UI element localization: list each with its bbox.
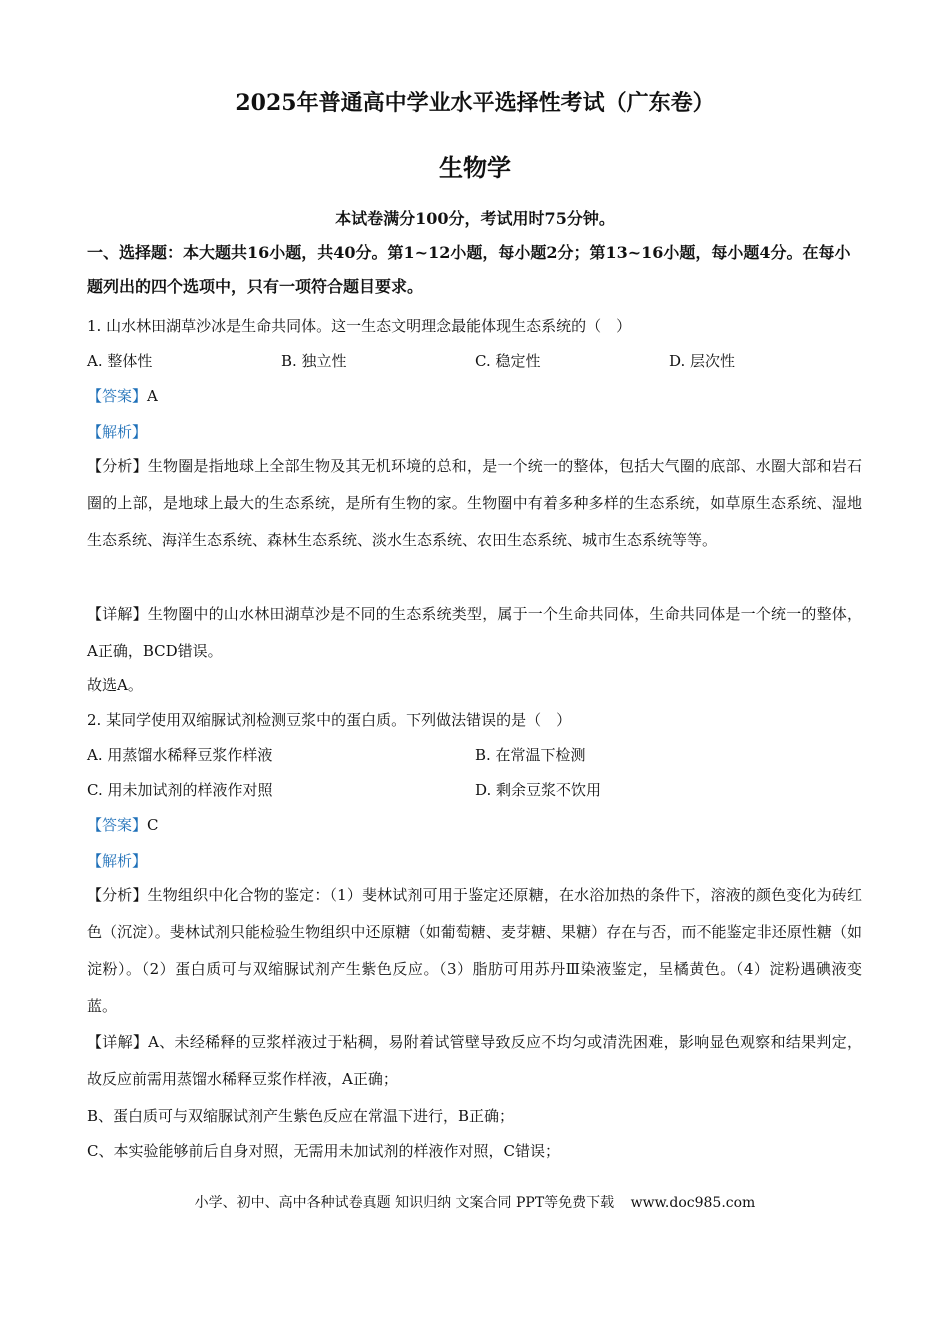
xiangjie-text: 生物圈中的山水林田湖草沙是不同的生态系统类型，属于一个生命共同体，生命共同体是一个统一的整体，A正确，BCD错误。 [87, 605, 862, 660]
xiangjie-text: A、未经稀释的豆浆样液过于粘稠，易附着试管壁导致反应不均匀或清洗困难，影响显色观察和结果判定，故反应前需用蒸馏水稀释豆浆作样液，A正确； [87, 1033, 862, 1088]
fenxi-text: 生物组织中化合物的鉴定：（1）斐林试剂可用于鉴定还原糖，在水浴加热的条件下，溶液的颜色变化为砖红色（沉淀）。斐林试剂只能检验生物组织中还原糖（如葡萄糖、麦芽糖、果糖）存在与否，而不能鉴定非还原性糖（如淀粉）。（2）蛋白质可与双缩脲试剂产生紫色反应。（3）脂肪可用苏丹Ⅲ染液鉴定，呈橘黄色。（4）淀粉遇碘液变蓝。 [87, 886, 862, 1015]
q2-analysis-tag: 【解析】 [87, 852, 148, 870]
q1-option-a: A. 整体性 [87, 352, 153, 370]
fenxi-tag: 【分析】 [87, 886, 148, 904]
subject-title: 生物学 [439, 153, 511, 182]
answer-tag: 【答案】 [87, 387, 148, 405]
q1-conclusion: 故选A。 [87, 676, 143, 694]
q2-line-c: C、本实验能够前后自身对照，无需用未加试剂的样液作对照，C错误； [87, 1142, 560, 1160]
section-heading: 一、选择题：本大题共16小题，共40分。第1~12小题，每小题2分；第13~16小题，每小题4分。在每小题列出的四个选项中，只有一项符合题目要求。 [87, 243, 851, 296]
q1-stem: 1. 山水林田湖草沙冰是生命共同体。这一生态文明理念最能体现生态系统的（ ） [87, 317, 632, 335]
q2-option-c: C. 用未加试剂的样液作对照 [87, 781, 273, 799]
footer-text: 小学、初中、高中各种试卷真题 知识归纳 文案合同 PPT等免费下载 [194, 1195, 615, 1211]
exam-note: 本试卷满分100分，考试用时75分钟。 [335, 209, 615, 228]
q2-fenxi [87, 877, 862, 1025]
q2-line-b: B、蛋白质可与双缩脲试剂产生紫色反应在常温下进行，B正确； [87, 1107, 515, 1125]
q2-option-d: D. 剩余豆浆不饮用 [475, 781, 602, 799]
q1-fenxi [87, 448, 862, 559]
q2-xiangjie [87, 1024, 862, 1098]
xiangjie-tag: 【详解】 [87, 1033, 149, 1051]
q2-answer [87, 815, 159, 835]
page-footer [0, 1192, 950, 1212]
xiangjie-tag: 【详解】 [87, 605, 148, 623]
answer-value: A [147, 387, 158, 405]
q1-xiangjie [87, 596, 862, 670]
q1-analysis-tag: 【解析】 [87, 423, 148, 441]
footer-url[interactable]: www.doc985.com [630, 1195, 756, 1211]
exam-title: 2025年普通高中学业水平选择性考试（广东卷） [235, 90, 715, 116]
q2-option-b: B. 在常温下检测 [475, 746, 586, 764]
q1-option-d: D. 层次性 [669, 352, 736, 370]
q1-option-c: C. 稳定性 [475, 352, 541, 370]
q2-stem: 2. 某同学使用双缩脲试剂检测豆浆中的蛋白质。下列做法错误的是（ ） [87, 711, 572, 729]
q1-answer [87, 386, 158, 406]
q1-option-b: B. 独立性 [281, 352, 347, 370]
fenxi-text: 生物圈是指地球上全部生物及其无机环境的总和，是一个统一的整体，包括大气圈的底部、水圈大部和岩石圈的上部，是地球上最大的生态系统，是所有生物的家。生物圈中有着多种多样的生态系统，如草原生态系统、湿地生态系统、海洋生态系统、森林生态系统、淡水生态系统、农田生态系统、城市生态系统等等。 [87, 457, 862, 549]
q2-option-a: A. 用蒸馏水稀释豆浆作样液 [87, 746, 273, 764]
answer-value: C [147, 816, 159, 834]
answer-tag: 【答案】 [87, 816, 148, 834]
fenxi-tag: 【分析】 [87, 457, 148, 475]
